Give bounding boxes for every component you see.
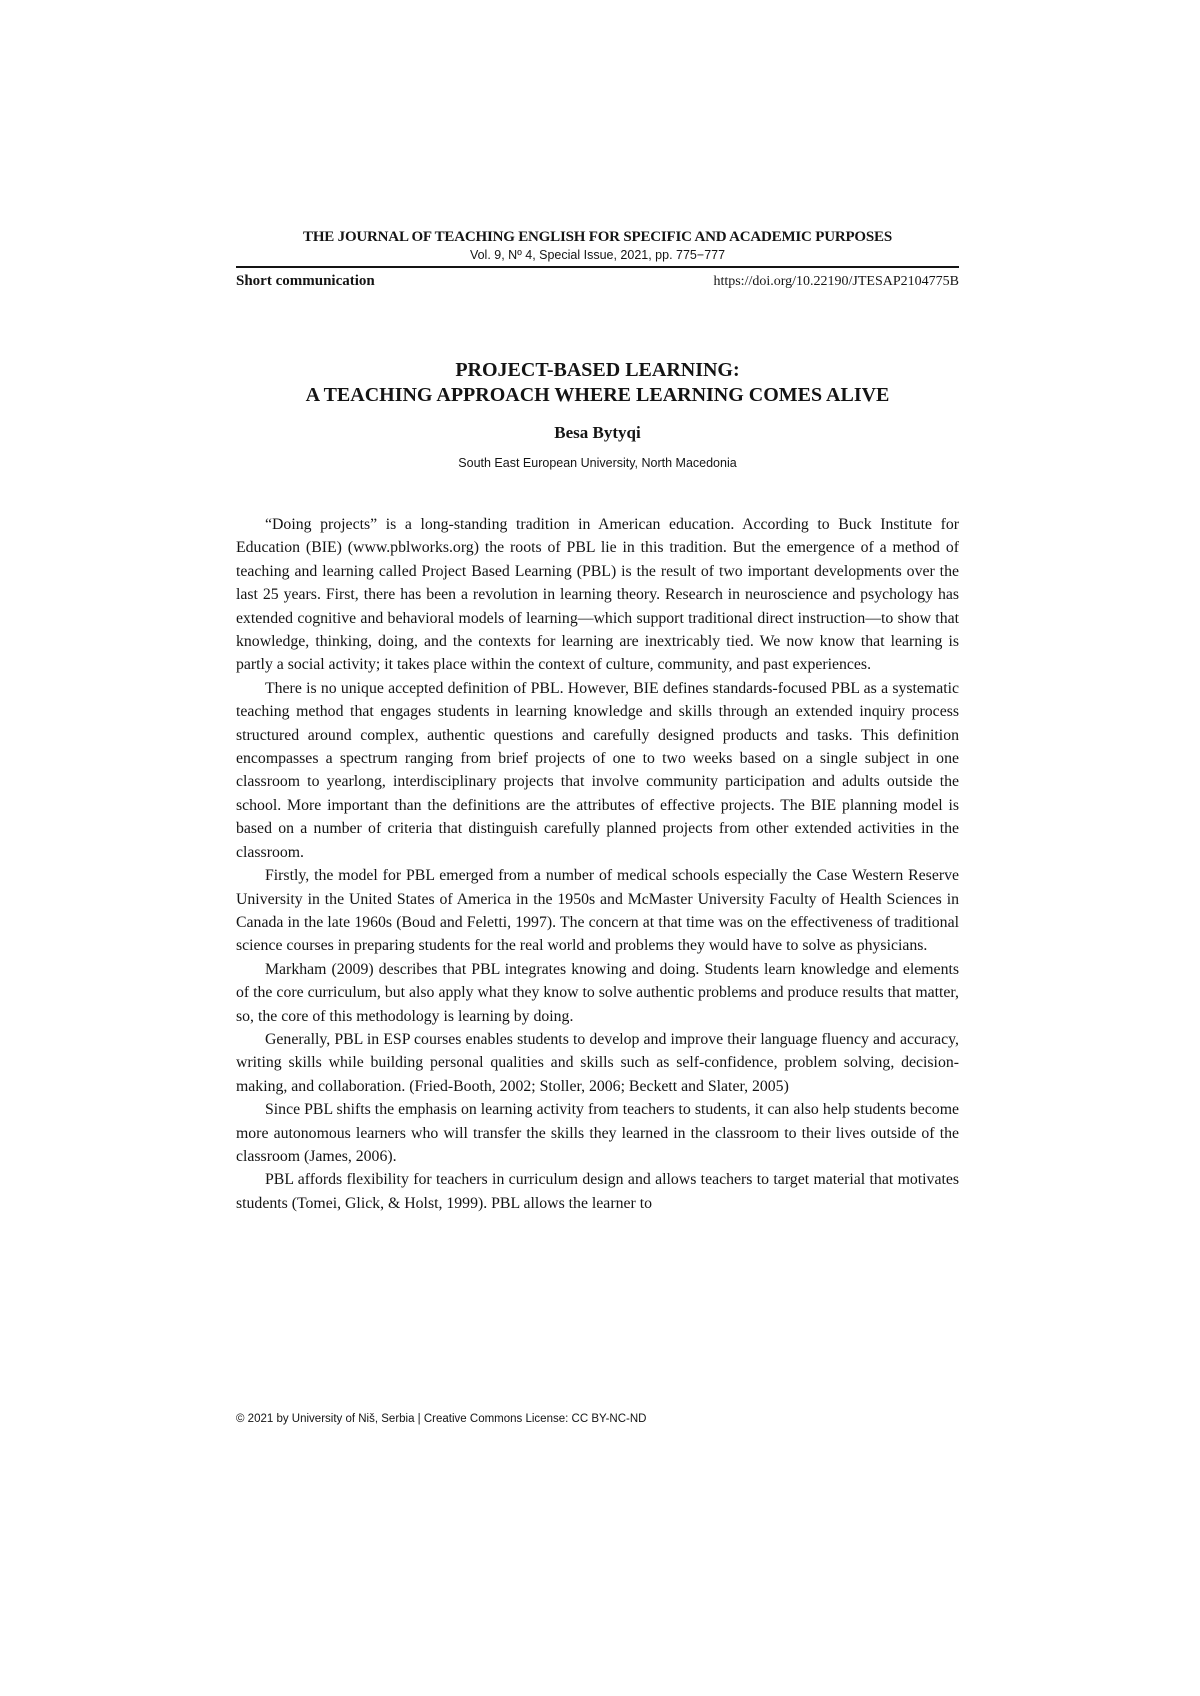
body-paragraph: Markham (2009) describes that PBL integrates knowing and doing. Students learn knowledge and elements of the core curriculum, but also apply what they know to solve authentic problems and produce results that matter, so, the core of this methodology is learning by doing. [236,960,959,1025]
body-paragraph: Since PBL shifts the emphasis on learning activity from teachers to students, it can also help students become more autonomous learners who will transfer the skills they learned in the classroom to their lives outside of the classroom (James, 2006). [236,1101,959,1165]
journal-issue-line: Vol. 9, Nº 4, Special Issue, 2021, pp. 775−777 [469,248,726,262]
author-name: Besa Bytyqi [554,423,641,442]
body-paragraph: Firstly, the model for PBL emerged from a number of medical schools especially the Case Western Reserve University in the United States of America in the 1950s and McMaster University Faculty of Health Sciences in Canada in the late 1960s (Boud and Feletti, 1997). The concern at that time was on the effectiveness of traditional science courses in preparing students for the real world and problems they would have to solve as physicians. [236,867,959,955]
body-paragraph: Generally, PBL in ESP courses enables students to develop and improve their language fluency and accuracy, writing skills while building personal qualities and skills such as self-confidence, problem solving, decision-making, and collaboration. (Fried-Booth, 2002; Stoller, 2006; Beckett and Slater, 2005) [236,1030,959,1095]
article-meta-row [236,273,959,293]
article-body [236,513,959,1215]
journal-title: THE JOURNAL OF TEACHING ENGLISH FOR SPECIFIC AND ACADEMIC PURPOSES [303,229,892,245]
doi-link[interactable]: https://doi.org/10.22190/JTESAP2104775B [713,274,959,289]
header-divider [236,266,959,268]
title-block [236,358,959,471]
author-affiliation: South East European University, North Macedonia [458,456,737,470]
license-footer: © 2021 by University of Niš, Serbia | Creative Commons License: CC BY-NC-ND [236,1413,647,1425]
journal-header [236,228,959,263]
journal-page [236,0,959,1696]
article-type: Short communication [236,273,375,289]
body-paragraph: “Doing projects” is a long-standing tradition in American education. According to Buck Institute for Education (BIE) (www.pblworks.org) the roots of PBL lie in this tradition. But the emergence of a method of teaching and learning called Project Based Learning (PBL) is the result of two important developments over the last 25 years. First, there has been a revolution in learning theory. Research in neuroscience and psychology has extended cognitive and behavioral models of learning—which support traditional direct instruction—to show that knowledge, thinking, doing, and the contexts for learning are inextricably tied. We now know that learning is partly a social activity; it takes place within the context of culture, community, and past experiences. [236,516,959,674]
body-paragraph: There is no unique accepted definition of PBL. However, BIE defines standards-focused PBL as a systematic teaching method that engages students in learning knowledge and skills through an extended inquiry process structured around complex, authentic questions and carefully designed products and tasks. This definition encompasses a spectrum ranging from brief projects of one to two weeks based on a single subject in one classroom to yearlong, interdisciplinary projects that involve community participation and adults outside the school. More important than the definitions are the attributes of effective projects. The BIE planning model is based on a number of criteria that distinguish carefully planned projects from other extended activities in the classroom. [236,679,959,861]
article-title [236,358,959,408]
body-paragraph: PBL affords flexibility for teachers in curriculum design and allows teachers to target material that motivates students (Tomei, Glick, & Holst, 1999). PBL allows the learner to [236,1171,959,1212]
article-title-line-2: A TEACHING APPROACH WHERE LEARNING COMES ALIVE [305,384,890,406]
article-title-line-1: PROJECT-BASED LEARNING: [455,359,740,381]
